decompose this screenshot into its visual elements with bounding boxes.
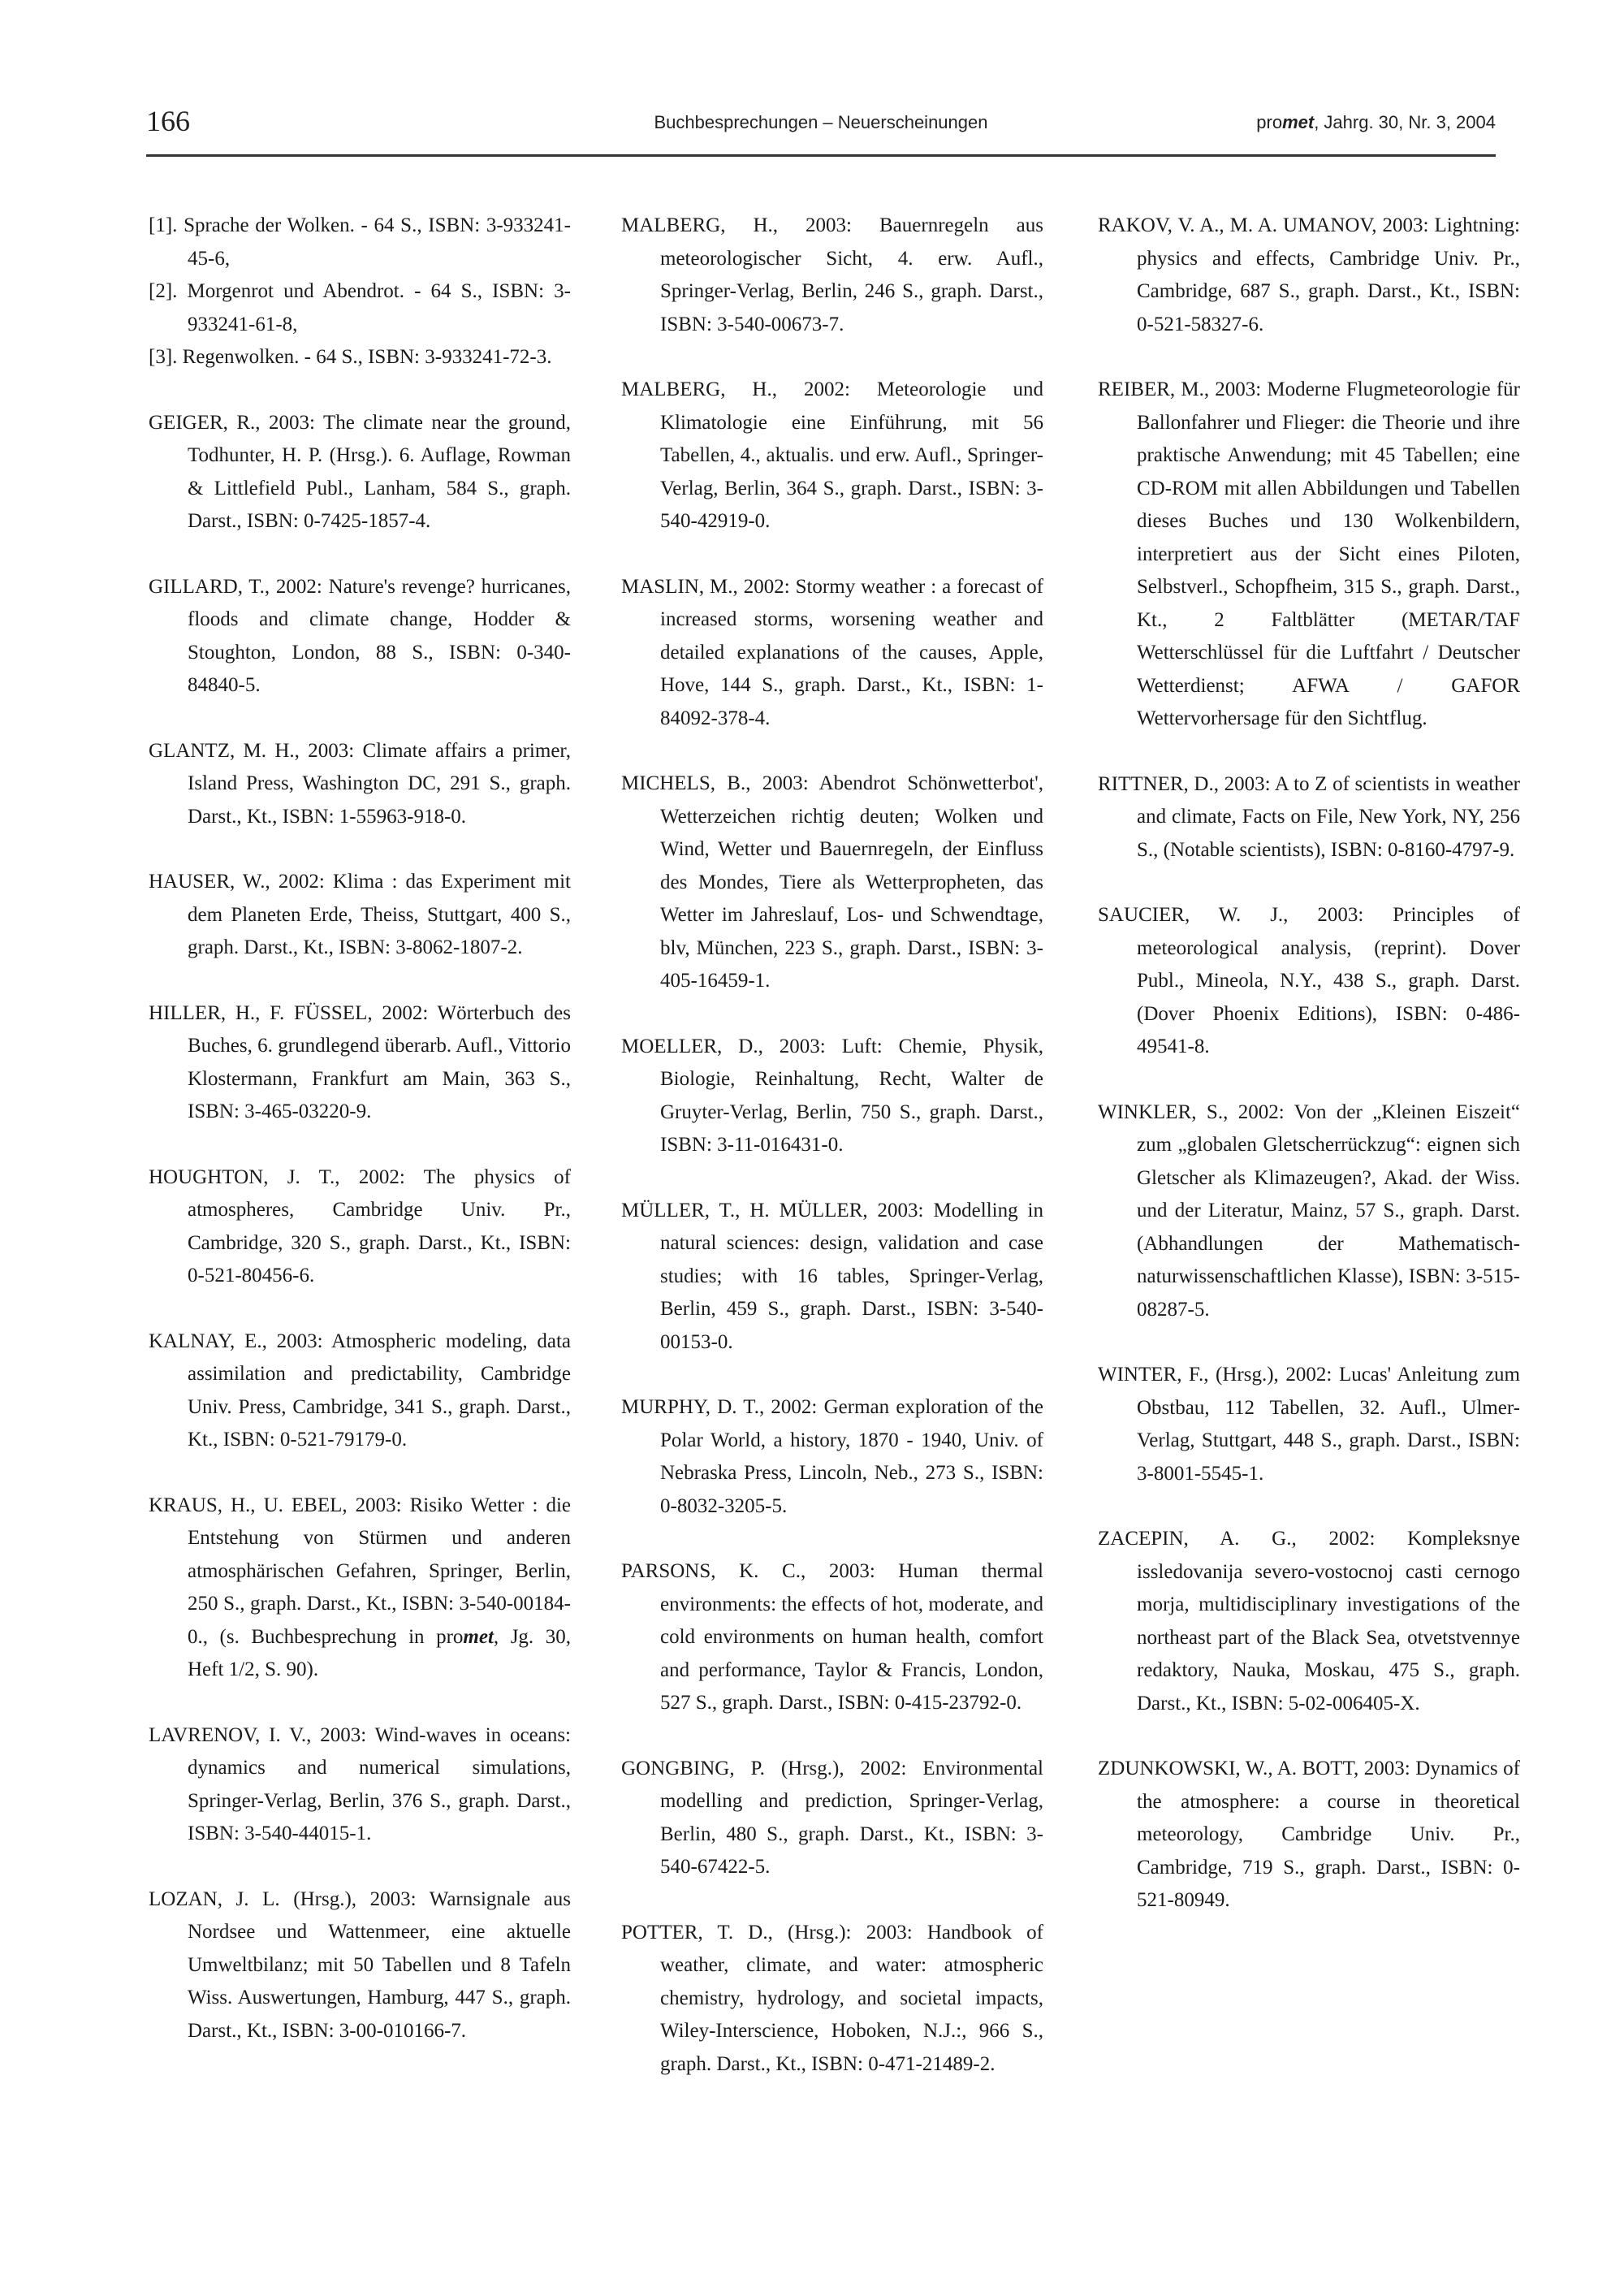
reference-entry <box>149 275 571 341</box>
reference-emphasis: met <box>463 1625 494 1648</box>
page-header <box>146 104 1496 146</box>
reference-entry <box>149 1161 571 1293</box>
reference-entry <box>1098 374 1520 736</box>
header-rule <box>146 154 1496 157</box>
reference-entry <box>621 767 1043 998</box>
reference-text: SAUCIER, W. J., 2003: Principles of meteorological analysis, (reprint). Dover Publ., Mineola, N.Y., 438 S., graph. Darst. (Dover Phoenix Editions), ISBN: 0-486-49541-8. <box>1098 904 1520 1057</box>
column-2 <box>621 210 1043 2113</box>
reference-entry <box>149 341 571 374</box>
reference-text: POTTER, T. D., (Hrsg.): 2003: Handbook of weather, climate, and water: atmospheric chemistry, hydrology, and societal impacts, Wiley-Interscience, Hoboken, N.J.:, 966 S., graph. Darst., Kt., ISBN: 0-471-21489-2. <box>621 1921 1043 2075</box>
reference-text: KALNAY, E., 2003: Atmospheric modeling, data assimilation and predictability, Cambridge Univ. Press, Cambridge, 341 S., graph. Darst., Kt., ISBN: 0-521-79179-0. <box>149 1330 571 1451</box>
reference-text: WINKLER, S., 2002: Von der „Kleinen Eiszeit“ zum „globalen Gletscherrückzug“: eignen sich Gletscher als Klimazeugen?, Akad. der Wiss. und der Literatur, Mainz, 57 S., graph. Darst. (Abhandlungen der Mathematisch-naturwissenschaftlichen Klasse), ISBN: 3-515-08287-5. <box>1098 1100 1520 1321</box>
reference-text: HAUSER, W., 2002: Klima : das Experiment mit dem Planeten Erde, Theiss, Stuttgart, 400 S., graph. Darst., Kt., ISBN: 3-8062-1807-2. <box>149 871 571 958</box>
reference-entry <box>149 210 571 275</box>
reference-text: GEIGER, R., 2003: The climate near the ground, Todhunter, H. P. (Hrsg.). 6. Auflage, Rowman & Littlefield Publ., Lanham, 584 S., graph. Darst., ISBN: 0-7425-1857-4. <box>149 411 571 532</box>
reference-tail: , Jg. 30, Heft 1/2, S. 90). <box>188 1625 571 1680</box>
reference-entry <box>621 1753 1043 1884</box>
reference-text: REIBER, M., 2003: Moderne Flugmeteorologie für Ballonfahrer und Flieger: die Theorie und ihre praktische Anwendung; mit 45 Tabellen; eine CD-ROM mit allen Abbildungen und Tabellen dieses Buches und 130 Wolkenbildern, interpretiert aus der Sicht eines Piloten, Selbstverl., Schopfheim, 315 S., graph. Darst., Kt., 2 Faltblätter (METAR/TAF Wetterschlüssel für die Luftfahrt / Deutscher Wetterdienst; AFWA / GAFOR Wettervorhersage für den Sichtflug. <box>1098 378 1520 729</box>
journal-emph: met <box>1282 112 1315 132</box>
reference-entry <box>621 1195 1043 1360</box>
reference-text: HOUGHTON, J. T., 2002: The physics of atmospheres, Cambridge Univ. Pr., Cambridge, 320 S., graph. Darst., Kt., ISBN: 0-521-80456-6. <box>149 1165 571 1286</box>
reference-text: MALBERG, H., 2003: Bauernregeln aus meteorologischer Sicht, 4. erw. Aufl., Springer-Verlag, Berlin, 246 S., graph. Darst., ISBN: 3-540-00673-7. <box>621 214 1043 335</box>
reference-text: GONGBING, P. (Hrsg.), 2002: Environmental modelling and prediction, Springer-Verlag, Berlin, 480 S., graph. Darst., Kt., ISBN: 3-540-67422-5. <box>621 1757 1043 1878</box>
reference-text: ZDUNKOWSKI, W., A. BOTT, 2003: Dynamics of the atmosphere: a course in theoretical meteorology, Cambridge Univ. Pr., Cambridge, 719 S., graph. Darst., ISBN: 0-521-80949. <box>1098 1758 1520 1911</box>
reference-text: LOZAN, J. L. (Hrsg.), 2003: Warnsignale aus Nordsee und Wattenmeer, eine aktuelle Umweltbilanz; mit 50 Tabellen und 8 Tafeln Wiss. Auswertungen, Hamburg, 447 S., graph. Darst., Kt., ISBN: 3-00-010166-7. <box>149 1887 571 2042</box>
reference-entry <box>149 1490 571 1687</box>
reference-text: MICHELS, B., 2003: Abendrot Schönwetterbot', Wetterzeichen richtig deuten; Wolken und Wind, Wetter und Bauernregeln, der Einfluss des Mondes, Tiere als Wetterpropheten, das Wetter im Jahreslauf, Los- und Schwendtage, blv, München, 223 S., graph. Darst., ISBN: 3-405-16459-1. <box>621 772 1043 992</box>
column-1 <box>149 210 571 2080</box>
reference-text: MÜLLER, T., H. MÜLLER, 2003: Modelling in natural sciences: design, validation and case studies; with 16 tables, Springer-Verlag, Berlin, 459 S., graph. Darst., ISBN: 3-540-00153-0. <box>621 1199 1043 1353</box>
column-3 <box>1098 210 1520 1950</box>
reference-entry <box>149 997 571 1129</box>
reference-text: [2]. Morgenrot und Abendrot. - 64 S., ISBN: 3-933241-61-8, <box>149 280 571 335</box>
reference-entry <box>621 1391 1043 1523</box>
reference-text: ZACEPIN, A. G., 2002: Kompleksnye issledovanija severo-vostocnoj casti cernogo morja, multidisciplinary investigations of the northeast part of the Black Sea, otvetstvennye redaktory, Nauka, Moskau, 475 S., graph. Darst., Kt., ISBN: 5-02-006405-X. <box>1098 1528 1520 1714</box>
journal-prefix: pro <box>1256 112 1283 132</box>
reference-text: PARSONS, K. C., 2003: Human thermal environments: the effects of hot, moderate, and cold environments on human health, comfort and performance, Taylor & Francis, London, 527 S., graph. Darst., ISBN: 0-415-23792-0. <box>621 1560 1043 1714</box>
reference-text: [3]. Regenwolken. - 64 S., ISBN: 3-933241-72-3. <box>149 346 552 368</box>
reference-text: MOELLER, D., 2003: Luft: Chemie, Physik, Biologie, Reinhaltung, Recht, Walter de Gruyter-Verlag, Berlin, 750 S., graph. Darst., ISBN: 3-11-016431-0. <box>621 1035 1043 1156</box>
reference-entry <box>621 1031 1043 1162</box>
reference-text: WINTER, F., (Hrsg.), 2002: Lucas' Anleitung zum Obstbau, 112 Tabellen, 32. Aufl., Ulmer-Verlag, Stuttgart, 448 S., graph. Darst., ISBN: 3-8001-5545-1. <box>1098 1364 1520 1485</box>
reference-entry <box>1098 768 1520 867</box>
reference-text: GLANTZ, M. H., 2003: Climate affairs a primer, Island Press, Washington DC, 291 S., graph. Darst., Kt., ISBN: 1-55963-918-0. <box>149 739 571 828</box>
reference-entry <box>621 571 1043 736</box>
reference-entry <box>1098 1523 1520 1720</box>
reference-entry <box>149 866 571 965</box>
reference-entry <box>149 1325 571 1457</box>
page-number: 166 <box>146 105 190 137</box>
journal-rest: , Jahrg. 30, Nr. 3, 2004 <box>1314 112 1496 132</box>
journal-info <box>1256 112 1496 133</box>
reference-entry <box>149 407 571 538</box>
reference-entry <box>621 1917 1043 2082</box>
reference-entry <box>1098 1096 1520 1327</box>
reference-entry <box>149 571 571 703</box>
reference-text: GILLARD, T., 2002: Nature's revenge? hurricanes, floods and climate change, Hodder & Stoughton, London, 88 S., ISBN: 0-340-84840-5. <box>149 575 571 696</box>
reference-text: [1]. Sprache der Wolken. - 64 S., ISBN: 3-933241-45-6, <box>149 214 571 270</box>
reference-entry <box>621 1555 1043 1720</box>
reference-entry <box>149 735 571 834</box>
reference-entry <box>1098 1359 1520 1490</box>
reference-text: RAKOV, V. A., M. A. UMANOV, 2003: Lightning: physics and effects, Cambridge Univ. Pr., Cambridge, 687 S., graph. Darst., Kt., ISBN: 0-521-58327-6. <box>1098 214 1520 335</box>
reference-text: LAVRENOV, I. V., 2003: Wind-waves in oceans: dynamics and numerical simulations, Springer-Verlag, Berlin, 376 S., graph. Darst., ISBN: 3-540-44015-1. <box>149 1723 571 1844</box>
reference-text: MALBERG, H., 2002: Meteorologie und Klimatologie eine Einführung, mit 56 Tabellen, 4., aktualis. und erw. Aufl., Springer-Verlag, Berlin, 364 S., graph. Darst., ISBN: 3-540-42919-0. <box>621 378 1043 532</box>
reference-text: MASLIN, M., 2002: Stormy weather : a forecast of increased storms, worsening weather and detailed explanations of the causes, Apple, Hove, 144 S., graph. Darst., Kt., ISBN: 1-84092-378-4. <box>621 575 1043 729</box>
reference-text: KRAUS, H., U. EBEL, 2003: Risiko Wetter : die Entstehung von Stürmen und anderen atmosphärischen Gefahren, Springer, Berlin, 250 S., graph. Darst., Kt., ISBN: 3-540-00184-0., (s. Buchbesprechung in pro <box>149 1494 571 1648</box>
reference-entry <box>621 210 1043 341</box>
reference-entry <box>1098 899 1520 1064</box>
reference-entry <box>621 374 1043 538</box>
reference-text: MURPHY, D. T., 2002: German exploration of the Polar World, a history, 1870 - 1940, Univ. of Nebraska Press, Lincoln, Neb., 273 S., ISBN: 0-8032-3205-5. <box>621 1396 1043 1517</box>
reference-entry <box>149 1883 571 2048</box>
running-title: Buchbesprechungen – Neuerscheinungen <box>654 112 988 132</box>
reference-entry <box>1098 210 1520 341</box>
reference-text: RITTNER, D., 2003: A to Z of scientists in weather and climate, Facts on File, New York, NY, 256 S., (Notable scientists), ISBN: 0-8160-4797-9. <box>1098 772 1520 861</box>
reference-entry <box>149 1719 571 1851</box>
reference-text: HILLER, H., F. FÜSSEL, 2002: Wörterbuch des Buches, 6. grundlegend überarb. Aufl., Vittorio Klostermann, Frankfurt am Main, 363 S., ISBN: 3-465-03220-9. <box>149 1001 571 1122</box>
reference-entry <box>1098 1753 1520 1918</box>
